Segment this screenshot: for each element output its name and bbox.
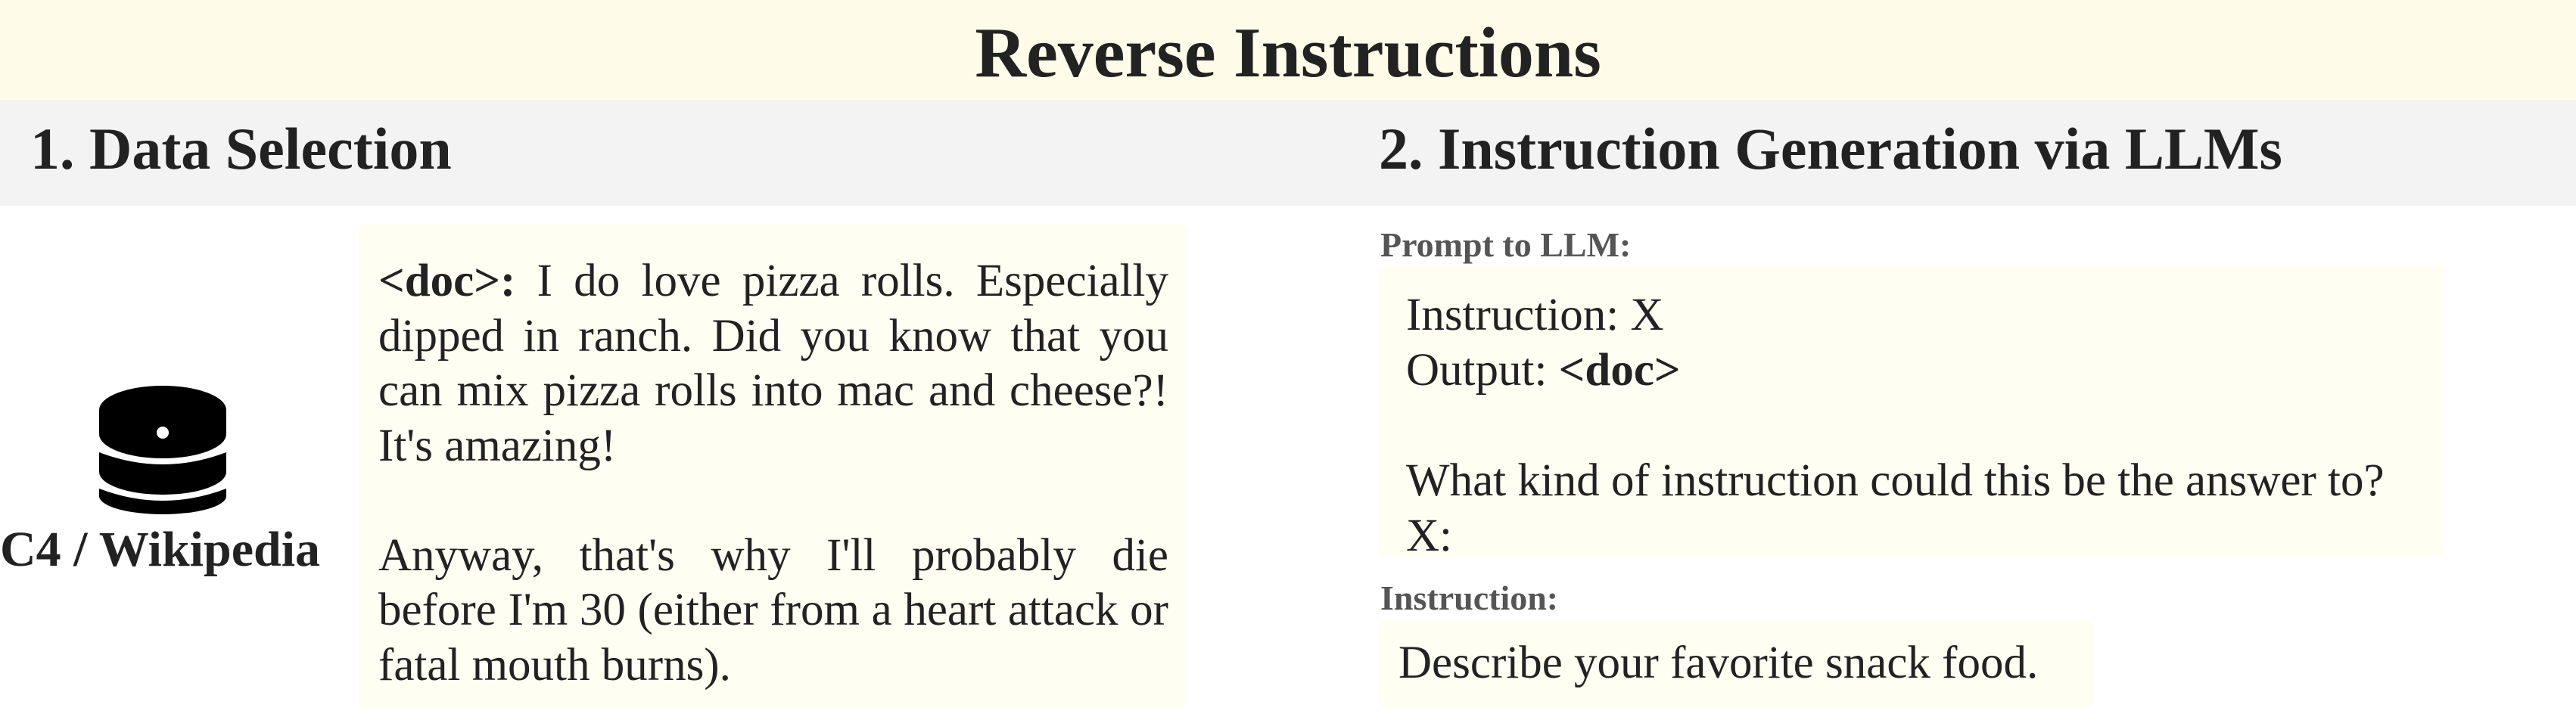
document-text-1: I do love pizza rolls. Especially dipped in ranch. Did you know that you can mix pizza rolls into mac and cheese?! It's amazing! [378, 256, 1168, 471]
title-banner [0, 0, 2576, 100]
prompt-output-doc-tag: <doc> [1558, 345, 1681, 396]
prompt-blank-line [1406, 398, 2417, 453]
prompt-instruction-line: Instruction: X [1406, 290, 1664, 340]
prompt-answer-line: X: [1406, 511, 1452, 561]
doc-tag: <doc>: [378, 256, 516, 306]
prompt-question: What kind of instruction could this be the answer to? [1406, 455, 2385, 506]
section-heading-instruction-generation: 2. Instruction Generation via LLMs [1379, 116, 2282, 182]
instruction-box [1379, 620, 2095, 708]
instruction-label: Instruction: [1380, 579, 1559, 617]
prompt-output-prefix: Output: [1406, 345, 1559, 396]
document-box [359, 224, 1188, 708]
database-dot [157, 427, 169, 439]
prompt-label: Prompt to LLM: [1380, 225, 1632, 264]
database-middle-disk [99, 452, 226, 495]
database-icon [99, 383, 226, 514]
database-top-disk [99, 386, 226, 458]
prompt-box [1379, 265, 2444, 561]
instruction-text: Describe your favorite snack food. [1398, 638, 2039, 688]
data-source-label: C4 / Wikipedia [0, 522, 321, 577]
section-heading-data-selection: 1. Data Selection [30, 116, 452, 182]
document-paragraph-2: Anyway, that's why I'll probably die before I'm 30 (either from a heart attack or fatal mouth burns). [378, 529, 1168, 691]
document-paragraph-1 [378, 254, 1168, 473]
prompt-output-line [1406, 343, 2417, 398]
page-title: Reverse Instructions [975, 14, 1601, 92]
